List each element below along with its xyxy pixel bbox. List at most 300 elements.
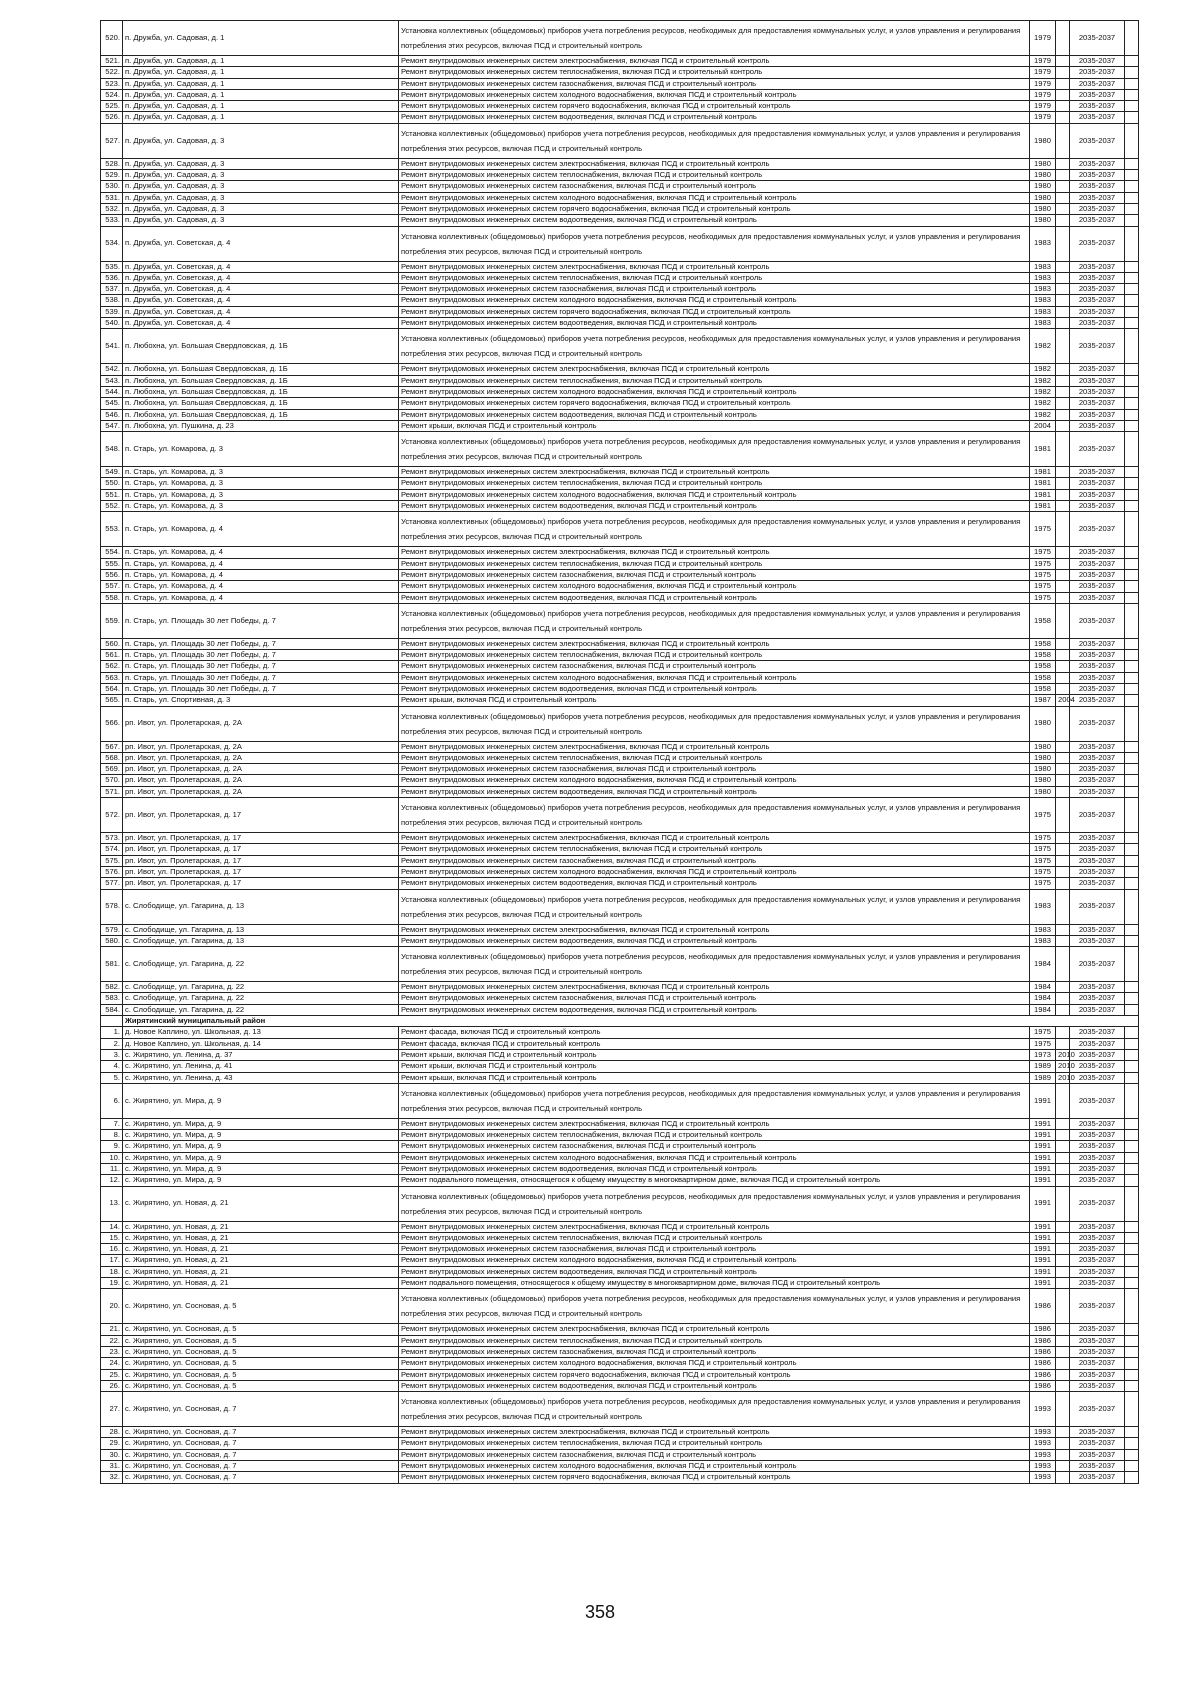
- address-cell: с. Жирятино, ул. Сосновая, д. 7: [123, 1392, 399, 1427]
- planned-period-cell: 2035-2037: [1070, 1152, 1125, 1163]
- table-row: [101, 661, 1139, 672]
- planned-period-cell: 2035-2037: [1070, 170, 1125, 181]
- address-cell: рп. Ивот, ул. Пролетарская, д. 17: [123, 798, 399, 833]
- last-repair-year-cell: [1056, 1221, 1070, 1232]
- planned-period-cell: 2035-2037: [1070, 432, 1125, 467]
- work-type-cell: Установка коллективных (общедомовых) приборов учета потребления ресурсов, необходимых для предоставления коммунальных услуг, и узлов управления и регулирования потребления этих ресурсов, включая ПСД и строительный контроль: [399, 1392, 1030, 1427]
- last-repair-year-cell: [1056, 752, 1070, 763]
- planned-period-cell: 2035-2037: [1070, 935, 1125, 946]
- build-year-cell: 1975: [1030, 569, 1056, 580]
- table-row: [101, 1083, 1139, 1118]
- row-number: 528.: [101, 158, 123, 169]
- address-cell: с. Жирятино, ул. Сосновая, д. 7: [123, 1472, 399, 1483]
- extra-cell: [1125, 1141, 1139, 1152]
- row-number: 576.: [101, 866, 123, 877]
- last-repair-year-cell: [1056, 123, 1070, 158]
- extra-cell: [1125, 1392, 1139, 1427]
- build-year-cell: 1983: [1030, 935, 1056, 946]
- last-repair-year-cell: [1056, 272, 1070, 283]
- extra-cell: [1125, 775, 1139, 786]
- planned-period-cell: 2035-2037: [1070, 467, 1125, 478]
- build-year-cell: 1991: [1030, 1255, 1056, 1266]
- extra-cell: [1125, 786, 1139, 797]
- address-cell: п. Старь, ул. Комарова, д. 3: [123, 432, 399, 467]
- table-row: [101, 547, 1139, 558]
- build-year-cell: 1981: [1030, 489, 1056, 500]
- address-cell: п. Дружба, ул. Садовая, д. 1: [123, 78, 399, 89]
- row-number: 551.: [101, 489, 123, 500]
- table-row: [101, 375, 1139, 386]
- address-cell: п. Старь, ул. Площадь 30 лет Победы, д. 7: [123, 603, 399, 638]
- address-cell: с. Жирятино, ул. Мира, д. 9: [123, 1164, 399, 1175]
- planned-period-cell: 2035-2037: [1070, 603, 1125, 638]
- table-row: [101, 1358, 1139, 1369]
- extra-cell: [1125, 432, 1139, 467]
- extra-cell: [1125, 844, 1139, 855]
- address-cell: рп. Ивот, ул. Пролетарская, д. 2А: [123, 706, 399, 741]
- build-year-cell: 1975: [1030, 855, 1056, 866]
- address-cell: с. Жирятино, ул. Сосновая, д. 7: [123, 1461, 399, 1472]
- work-type-cell: Ремонт внутридомовых инженерных систем холодного водоснабжения, включая ПСД и строительный контроль: [399, 866, 1030, 877]
- planned-period-cell: 2035-2037: [1070, 855, 1125, 866]
- address-cell: с. Жирятино, ул. Новая, д. 21: [123, 1221, 399, 1232]
- extra-cell: [1125, 1346, 1139, 1357]
- work-type-cell: Ремонт внутридомовых инженерных систем водоотведения, включая ПСД и строительный контроль: [399, 1380, 1030, 1391]
- extra-cell: [1125, 1449, 1139, 1460]
- row-number: 581.: [101, 947, 123, 982]
- row-number: 560.: [101, 638, 123, 649]
- row-number: 570.: [101, 775, 123, 786]
- planned-period-cell: 2035-2037: [1070, 181, 1125, 192]
- planned-period-cell: 2035-2037: [1070, 78, 1125, 89]
- address-cell: с. Жирятино, ул. Мира, д. 9: [123, 1130, 399, 1141]
- work-type-cell: Ремонт внутридомовых инженерных систем газоснабжения, включая ПСД и строительный контроль: [399, 181, 1030, 192]
- row-number: 544.: [101, 386, 123, 397]
- planned-period-cell: 2035-2037: [1070, 1449, 1125, 1460]
- work-type-cell: Ремонт внутридомовых инженерных систем холодного водоснабжения, включая ПСД и строительный контроль: [399, 581, 1030, 592]
- table-row: [101, 695, 1139, 706]
- table-row: [101, 1335, 1139, 1346]
- table-row: [101, 798, 1139, 833]
- work-type-cell: Ремонт внутридомовых инженерных систем электроснабжения, включая ПСД и строительный контроль: [399, 1427, 1030, 1438]
- row-number: 15.: [101, 1232, 123, 1243]
- last-repair-year-cell: [1056, 192, 1070, 203]
- row-number: 14.: [101, 1221, 123, 1232]
- row-number: 536.: [101, 272, 123, 283]
- row-number: 29.: [101, 1438, 123, 1449]
- address-cell: п. Дружба, ул. Садовая, д. 1: [123, 101, 399, 112]
- work-type-cell: Ремонт внутридомовых инженерных систем холодного водоснабжения, включая ПСД и строительный контроль: [399, 295, 1030, 306]
- address-cell: с. Слободище, ул. Гагарина, д. 13: [123, 935, 399, 946]
- work-type-cell: Ремонт внутридомовых инженерных систем газоснабжения, включая ПСД и строительный контроль: [399, 284, 1030, 295]
- table-row: [101, 56, 1139, 67]
- row-number: 31.: [101, 1461, 123, 1472]
- table-row: [101, 947, 1139, 982]
- last-repair-year-cell: [1056, 78, 1070, 89]
- row-number: 572.: [101, 798, 123, 833]
- planned-period-cell: 2035-2037: [1070, 1038, 1125, 1049]
- row-number: 553.: [101, 512, 123, 547]
- extra-cell: [1125, 741, 1139, 752]
- work-type-cell: Ремонт внутридомовых инженерных систем газоснабжения, включая ПСД и строительный контроль: [399, 661, 1030, 672]
- work-type-cell: Ремонт внутридомовых инженерных систем теплоснабжения, включая ПСД и строительный контроль: [399, 1130, 1030, 1141]
- table-row: [101, 924, 1139, 935]
- row-number: 28.: [101, 1427, 123, 1438]
- address-cell: с. Слободище, ул. Гагарина, д. 13: [123, 889, 399, 924]
- build-year-cell: 1958: [1030, 672, 1056, 683]
- table-row: [101, 1118, 1139, 1129]
- row-number: 568.: [101, 752, 123, 763]
- planned-period-cell: 2035-2037: [1070, 1141, 1125, 1152]
- planned-period-cell: 2035-2037: [1070, 1186, 1125, 1221]
- build-year-cell: 1991: [1030, 1083, 1056, 1118]
- last-repair-year-cell: [1056, 1118, 1070, 1129]
- table-row: [101, 1324, 1139, 1335]
- last-repair-year-cell: [1056, 1038, 1070, 1049]
- address-cell: п. Старь, ул. Площадь 30 лет Победы, д. 7: [123, 650, 399, 661]
- work-type-cell: Ремонт внутридомовых инженерных систем теплоснабжения, включая ПСД и строительный контроль: [399, 67, 1030, 78]
- address-cell: п. Старь, ул. Комарова, д. 4: [123, 581, 399, 592]
- extra-cell: [1125, 1027, 1139, 1038]
- row-number: 567.: [101, 741, 123, 752]
- last-repair-year-cell: [1056, 1369, 1070, 1380]
- table-row: [101, 89, 1139, 100]
- build-year-cell: 1975: [1030, 798, 1056, 833]
- build-year-cell: 1986: [1030, 1346, 1056, 1357]
- table-row: [101, 672, 1139, 683]
- work-type-cell: Ремонт внутридомовых инженерных систем газоснабжения, включая ПСД и строительный контроль: [399, 569, 1030, 580]
- extra-cell: [1125, 329, 1139, 364]
- row-number: 32.: [101, 1472, 123, 1483]
- extra-cell: [1125, 501, 1139, 512]
- planned-period-cell: 2035-2037: [1070, 1221, 1125, 1232]
- last-repair-year-cell: [1056, 409, 1070, 420]
- address-cell: с. Жирятино, ул. Мира, д. 9: [123, 1118, 399, 1129]
- table-row: [101, 706, 1139, 741]
- last-repair-year-cell: [1056, 569, 1070, 580]
- address-cell: п. Дружба, ул. Садовая, д. 3: [123, 181, 399, 192]
- work-type-cell: Установка коллективных (общедомовых) приборов учета потребления ресурсов, необходимых для предоставления коммунальных услуг, и узлов управления и регулирования потребления этих ресурсов, включая ПСД и строительный контроль: [399, 512, 1030, 547]
- last-repair-year-cell: [1056, 226, 1070, 261]
- last-repair-year-cell: [1056, 924, 1070, 935]
- row-number: 25.: [101, 1369, 123, 1380]
- address-cell: с. Слободище, ул. Гагарина, д. 22: [123, 993, 399, 1004]
- work-type-cell: Установка коллективных (общедомовых) приборов учета потребления ресурсов, необходимых для предоставления коммунальных услуг, и узлов управления и регулирования потребления этих ресурсов, включая ПСД и строительный контроль: [399, 947, 1030, 982]
- extra-cell: [1125, 1427, 1139, 1438]
- table-row: [101, 603, 1139, 638]
- row-number: 580.: [101, 935, 123, 946]
- extra-cell: [1125, 592, 1139, 603]
- extra-cell: [1125, 1221, 1139, 1232]
- address-cell: п. Любохна, ул. Большая Свердловская, д. 1Б: [123, 409, 399, 420]
- extra-cell: [1125, 1152, 1139, 1163]
- last-repair-year-cell: [1056, 1346, 1070, 1357]
- row-number: 558.: [101, 592, 123, 603]
- build-year-cell: 1986: [1030, 1289, 1056, 1324]
- planned-period-cell: 2035-2037: [1070, 1278, 1125, 1289]
- build-year-cell: 1979: [1030, 89, 1056, 100]
- planned-period-cell: 2035-2037: [1070, 123, 1125, 158]
- table-row: [101, 775, 1139, 786]
- address-cell: п. Старь, ул. Комарова, д. 3: [123, 467, 399, 478]
- table-row: [101, 170, 1139, 181]
- table-row: [101, 683, 1139, 694]
- extra-cell: [1125, 67, 1139, 78]
- row-number: 550.: [101, 478, 123, 489]
- work-type-cell: Установка коллективных (общедомовых) приборов учета потребления ресурсов, необходимых для предоставления коммунальных услуг, и узлов управления и регулирования потребления этих ресурсов, включая ПСД и строительный контроль: [399, 226, 1030, 261]
- planned-period-cell: 2035-2037: [1070, 786, 1125, 797]
- planned-period-cell: 2035-2037: [1070, 581, 1125, 592]
- planned-period-cell: 2035-2037: [1070, 866, 1125, 877]
- address-cell: рп. Ивот, ул. Пролетарская, д. 2А: [123, 764, 399, 775]
- work-type-cell: Ремонт внутридомовых инженерных систем теплоснабжения, включая ПСД и строительный контроль: [399, 478, 1030, 489]
- last-repair-year-cell: 2010: [1056, 1061, 1070, 1072]
- address-cell: п. Дружба, ул. Советская, д. 4: [123, 306, 399, 317]
- row-number: 535.: [101, 261, 123, 272]
- planned-period-cell: 2035-2037: [1070, 215, 1125, 226]
- work-type-cell: Ремонт внутридомовых инженерных систем теплоснабжения, включая ПСД и строительный контроль: [399, 558, 1030, 569]
- address-cell: рп. Ивот, ул. Пролетарская, д. 17: [123, 844, 399, 855]
- extra-cell: [1125, 192, 1139, 203]
- table-row: [101, 226, 1139, 261]
- extra-cell: [1125, 1232, 1139, 1243]
- planned-period-cell: 2035-2037: [1070, 284, 1125, 295]
- extra-cell: [1125, 683, 1139, 694]
- extra-cell: [1125, 1164, 1139, 1175]
- address-cell: с. Жирятино, ул. Ленина, д. 41: [123, 1061, 399, 1072]
- row-number: 578.: [101, 889, 123, 924]
- last-repair-year-cell: [1056, 558, 1070, 569]
- last-repair-year-cell: [1056, 284, 1070, 295]
- row-number: 522.: [101, 67, 123, 78]
- address-cell: п. Старь, ул. Комарова, д. 4: [123, 592, 399, 603]
- address-cell: рп. Ивот, ул. Пролетарская, д. 2А: [123, 741, 399, 752]
- last-repair-year-cell: [1056, 798, 1070, 833]
- address-cell: п. Любохна, ул. Большая Свердловская, д. 1Б: [123, 375, 399, 386]
- last-repair-year-cell: [1056, 547, 1070, 558]
- build-year-cell: 1991: [1030, 1244, 1056, 1255]
- address-cell: д. Новое Каплино, ул. Школьная, д. 14: [123, 1038, 399, 1049]
- extra-cell: [1125, 512, 1139, 547]
- build-year-cell: 1979: [1030, 56, 1056, 67]
- extra-cell: [1125, 878, 1139, 889]
- table-row: [101, 833, 1139, 844]
- address-cell: п. Дружба, ул. Садовая, д. 1: [123, 21, 399, 56]
- extra-cell: [1125, 170, 1139, 181]
- row-number: 554.: [101, 547, 123, 558]
- extra-cell: [1125, 226, 1139, 261]
- planned-period-cell: 2035-2037: [1070, 982, 1125, 993]
- table-row: [101, 982, 1139, 993]
- build-year-cell: 1991: [1030, 1141, 1056, 1152]
- last-repair-year-cell: [1056, 420, 1070, 431]
- row-number: 566.: [101, 706, 123, 741]
- last-repair-year-cell: [1056, 215, 1070, 226]
- work-type-cell: Ремонт внутридомовых инженерных систем горячего водоснабжения, включая ПСД и строительный контроль: [399, 101, 1030, 112]
- planned-period-cell: 2035-2037: [1070, 1130, 1125, 1141]
- last-repair-year-cell: [1056, 386, 1070, 397]
- row-number: 10.: [101, 1152, 123, 1163]
- work-type-cell: Ремонт внутридомовых инженерных систем теплоснабжения, включая ПСД и строительный контроль: [399, 844, 1030, 855]
- address-cell: п. Старь, ул. Комарова, д. 4: [123, 512, 399, 547]
- work-type-cell: Установка коллективных (общедомовых) приборов учета потребления ресурсов, необходимых для предоставления коммунальных услуг, и узлов управления и регулирования потребления этих ресурсов, включая ПСД и строительный контроль: [399, 432, 1030, 467]
- extra-cell: [1125, 1255, 1139, 1266]
- extra-cell: [1125, 123, 1139, 158]
- build-year-cell: 1993: [1030, 1392, 1056, 1427]
- table-row: [101, 1289, 1139, 1324]
- address-cell: п. Старь, ул. Площадь 30 лет Победы, д. 7: [123, 638, 399, 649]
- work-type-cell: Ремонт внутридомовых инженерных систем электроснабжения, включая ПСД и строительный контроль: [399, 547, 1030, 558]
- work-type-cell: Ремонт внутридомовых инженерных систем горячего водоснабжения, включая ПСД и строительный контроль: [399, 306, 1030, 317]
- planned-period-cell: 2035-2037: [1070, 1346, 1125, 1357]
- address-cell: п. Старь, ул. Комарова, д. 3: [123, 489, 399, 500]
- table-row: [101, 467, 1139, 478]
- table-row: [101, 866, 1139, 877]
- row-number: 542.: [101, 364, 123, 375]
- build-year-cell: 1980: [1030, 181, 1056, 192]
- row-number: 559.: [101, 603, 123, 638]
- planned-period-cell: 2035-2037: [1070, 1427, 1125, 1438]
- extra-cell: [1125, 89, 1139, 100]
- address-cell: п. Дружба, ул. Садовая, д. 1: [123, 56, 399, 67]
- work-type-cell: Ремонт внутридомовых инженерных систем электроснабжения, включая ПСД и строительный контроль: [399, 467, 1030, 478]
- address-cell: п. Старь, ул. Комарова, д. 4: [123, 558, 399, 569]
- work-type-cell: Ремонт крыши, включая ПСД и строительный контроль: [399, 695, 1030, 706]
- last-repair-year-cell: [1056, 158, 1070, 169]
- last-repair-year-cell: [1056, 501, 1070, 512]
- build-year-cell: 1975: [1030, 592, 1056, 603]
- last-repair-year-cell: [1056, 1289, 1070, 1324]
- row-number: 523.: [101, 78, 123, 89]
- planned-period-cell: 2035-2037: [1070, 650, 1125, 661]
- last-repair-year-cell: [1056, 581, 1070, 592]
- planned-period-cell: 2035-2037: [1070, 1438, 1125, 1449]
- last-repair-year-cell: [1056, 878, 1070, 889]
- address-cell: с. Слободище, ул. Гагарина, д. 22: [123, 1004, 399, 1015]
- build-year-cell: 1975: [1030, 844, 1056, 855]
- row-number: 541.: [101, 329, 123, 364]
- work-type-cell: Ремонт внутридомовых инженерных систем газоснабжения, включая ПСД и строительный контроль: [399, 1141, 1030, 1152]
- work-type-cell: Ремонт фасада, включая ПСД и строительный контроль: [399, 1027, 1030, 1038]
- address-cell: с. Жирятино, ул. Сосновая, д. 5: [123, 1346, 399, 1357]
- build-year-cell: 1982: [1030, 375, 1056, 386]
- work-type-cell: Ремонт внутридомовых инженерных систем холодного водоснабжения, включая ПСД и строительный контроль: [399, 1358, 1030, 1369]
- table-row: [101, 889, 1139, 924]
- work-type-cell: Ремонт внутридомовых инженерных систем электроснабжения, включая ПСД и строительный контроль: [399, 364, 1030, 375]
- planned-period-cell: 2035-2037: [1070, 112, 1125, 123]
- extra-cell: [1125, 215, 1139, 226]
- row-number: 26.: [101, 1380, 123, 1391]
- extra-cell: [1125, 21, 1139, 56]
- extra-cell: [1125, 866, 1139, 877]
- last-repair-year-cell: 2004: [1056, 695, 1070, 706]
- row-number: 19.: [101, 1278, 123, 1289]
- address-cell: с. Жирятино, ул. Мира, д. 9: [123, 1083, 399, 1118]
- last-repair-year-cell: [1056, 661, 1070, 672]
- work-type-cell: Ремонт внутридомовых инженерных систем холодного водоснабжения, включая ПСД и строительный контроль: [399, 386, 1030, 397]
- row-number: 561.: [101, 650, 123, 661]
- table-row: [101, 512, 1139, 547]
- last-repair-year-cell: [1056, 1141, 1070, 1152]
- address-cell: рп. Ивот, ул. Пролетарская, д. 2А: [123, 752, 399, 763]
- planned-period-cell: 2035-2037: [1070, 638, 1125, 649]
- work-type-cell: Ремонт внутридомовых инженерных систем теплоснабжения, включая ПСД и строительный контроль: [399, 1232, 1030, 1243]
- planned-period-cell: 2035-2037: [1070, 1392, 1125, 1427]
- table-row: [101, 844, 1139, 855]
- work-type-cell: Ремонт внутридомовых инженерных систем водоотведения, включая ПСД и строительный контроль: [399, 215, 1030, 226]
- last-repair-year-cell: [1056, 947, 1070, 982]
- extra-cell: [1125, 547, 1139, 558]
- build-year-cell: 1993: [1030, 1449, 1056, 1460]
- planned-period-cell: 2035-2037: [1070, 1118, 1125, 1129]
- build-year-cell: 1983: [1030, 284, 1056, 295]
- work-type-cell: Ремонт фасада, включая ПСД и строительный контроль: [399, 1038, 1030, 1049]
- last-repair-year-cell: [1056, 855, 1070, 866]
- build-year-cell: 1986: [1030, 1335, 1056, 1346]
- extra-cell: [1125, 638, 1139, 649]
- extra-cell: [1125, 1186, 1139, 1221]
- last-repair-year-cell: [1056, 89, 1070, 100]
- table-row: [101, 1004, 1139, 1015]
- planned-period-cell: 2035-2037: [1070, 67, 1125, 78]
- build-year-cell: 1979: [1030, 78, 1056, 89]
- build-year-cell: 1991: [1030, 1232, 1056, 1243]
- table-row: [101, 1072, 1139, 1083]
- planned-period-cell: 2035-2037: [1070, 947, 1125, 982]
- table-row: [101, 21, 1139, 56]
- last-repair-year-cell: [1056, 741, 1070, 752]
- build-year-cell: 1991: [1030, 1130, 1056, 1141]
- last-repair-year-cell: [1056, 786, 1070, 797]
- row-number: 30.: [101, 1449, 123, 1460]
- work-type-cell: Ремонт внутридомовых инженерных систем газоснабжения, включая ПСД и строительный контроль: [399, 1346, 1030, 1357]
- last-repair-year-cell: [1056, 1130, 1070, 1141]
- build-year-cell: 1983: [1030, 261, 1056, 272]
- extra-cell: [1125, 272, 1139, 283]
- table-body: [101, 21, 1139, 1484]
- planned-period-cell: 2035-2037: [1070, 1266, 1125, 1277]
- address-cell: п. Старь, ул. Площадь 30 лет Победы, д. 7: [123, 661, 399, 672]
- planned-period-cell: 2035-2037: [1070, 775, 1125, 786]
- table-row: [101, 78, 1139, 89]
- last-repair-year-cell: [1056, 1335, 1070, 1346]
- work-type-cell: Ремонт внутридомовых инженерных систем газоснабжения, включая ПСД и строительный контроль: [399, 1244, 1030, 1255]
- planned-period-cell: 2035-2037: [1070, 56, 1125, 67]
- extra-cell: [1125, 78, 1139, 89]
- extra-cell: [1125, 672, 1139, 683]
- build-year-cell: 1980: [1030, 741, 1056, 752]
- extra-cell: [1125, 1175, 1139, 1186]
- planned-period-cell: 2035-2037: [1070, 764, 1125, 775]
- row-number: 533.: [101, 215, 123, 226]
- extra-cell: [1125, 56, 1139, 67]
- extra-cell: [1125, 181, 1139, 192]
- address-cell: рп. Ивот, ул. Пролетарская, д. 17: [123, 878, 399, 889]
- address-cell: с. Жирятино, ул. Сосновая, д. 7: [123, 1449, 399, 1460]
- address-cell: п. Дружба, ул. Советская, д. 4: [123, 226, 399, 261]
- row-number: 11.: [101, 1164, 123, 1175]
- last-repair-year-cell: [1056, 1083, 1070, 1118]
- table-row: [101, 364, 1139, 375]
- build-year-cell: 1984: [1030, 1004, 1056, 1015]
- last-repair-year-cell: [1056, 1324, 1070, 1335]
- address-cell: п. Старь, ул. Спортивная, д. 3: [123, 695, 399, 706]
- last-repair-year-cell: 2010: [1056, 1072, 1070, 1083]
- address-cell: с. Жирятино, ул. Новая, д. 21: [123, 1266, 399, 1277]
- table-row: [101, 409, 1139, 420]
- row-number: 575.: [101, 855, 123, 866]
- work-type-cell: Ремонт крыши, включая ПСД и строительный контроль: [399, 1072, 1030, 1083]
